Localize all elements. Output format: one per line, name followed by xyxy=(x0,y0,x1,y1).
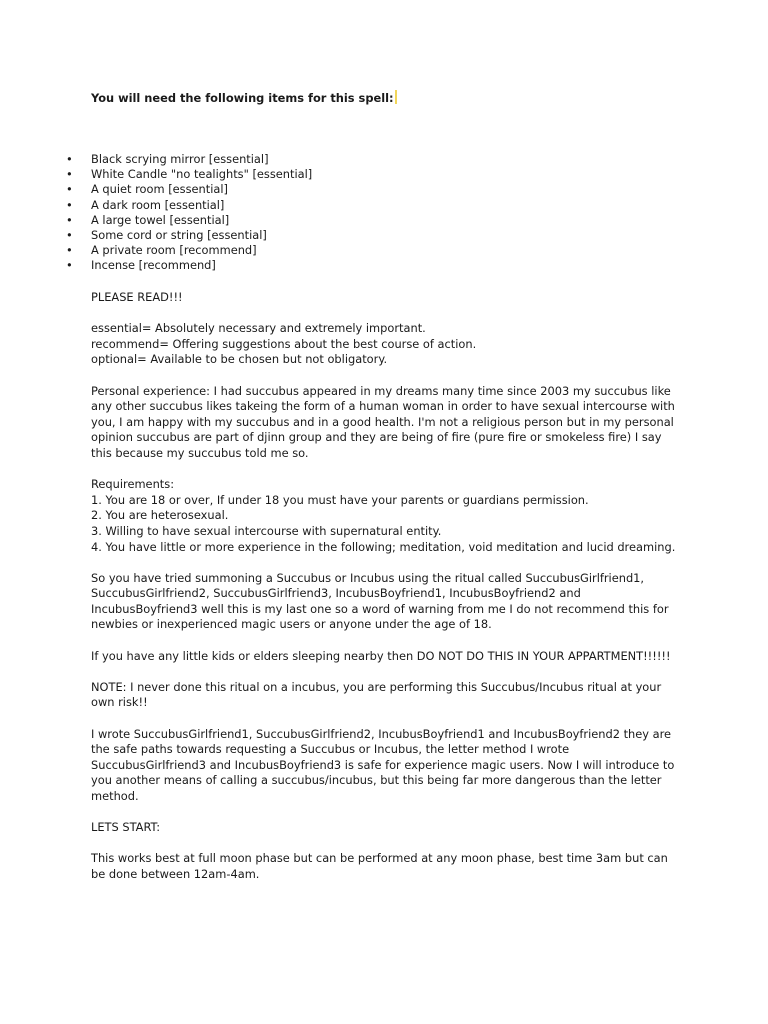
bullet-icon: • xyxy=(66,258,73,273)
paragraph xyxy=(91,571,691,633)
text-line: This works best at full moon phase but can be performed at any moon phase, best time 3am but can xyxy=(91,851,668,866)
list-item xyxy=(0,228,312,243)
text-line: Personal experience: I had succubus appeared in my dreams many time since 2003 my succubus like xyxy=(91,383,671,398)
paragraph xyxy=(91,727,691,805)
text-line: 1. You are 18 or over, If under 18 you must have your parents or guardians permission. xyxy=(91,492,589,507)
list-item-text: A quiet room [essential] xyxy=(91,182,228,197)
list-item xyxy=(0,258,312,273)
spell-items-list xyxy=(0,152,312,274)
text-line: newbies or inexperienced magic users or anyone under the age of 18. xyxy=(91,617,492,632)
heading-text: You will need the following items for this spell: xyxy=(91,91,394,105)
list-item xyxy=(0,167,312,182)
text-line: PLEASE READ!!! xyxy=(91,290,183,304)
text-line: If you have any little kids or elders sleeping nearby then DO NOT DO THIS IN YOUR APPARTMENT!!!!!! xyxy=(91,648,671,663)
bullet-icon: • xyxy=(66,152,73,166)
paragraph xyxy=(91,384,691,462)
paragraph xyxy=(91,321,691,368)
text-line: this because my succubus told me so. xyxy=(91,445,309,460)
bullet-icon: • xyxy=(66,227,73,242)
text-line: LETS START: xyxy=(91,820,161,835)
spell-items-heading xyxy=(91,90,397,107)
paragraph xyxy=(91,290,691,306)
list-item-text: Some cord or string [essential] xyxy=(91,227,267,242)
text-line: Requirements: xyxy=(91,477,175,492)
text-line: I wrote SuccubusGirlfriend1, SuccubusGirlfriend2, IncubusBoyfriend1 and IncubusBoyfriend2 they are xyxy=(91,726,672,741)
document-body xyxy=(91,290,691,898)
list-item xyxy=(0,152,312,167)
text-cursor-highlight xyxy=(395,90,397,104)
text-line: any other succubus likes takeing the form of a human woman in order to have sexual intercourse with xyxy=(91,399,675,414)
text-line: the safe paths towards requesting a Succubus or Incubus, the letter method I wrote xyxy=(91,742,570,757)
text-line: optional= Available to be chosen but not obligatory. xyxy=(91,352,388,367)
bullet-icon: • xyxy=(66,182,73,197)
text-line: you, I am happy with my succubus and in a good health. I'm not a religious person but in my personal xyxy=(91,414,674,429)
text-line: SuccubusGirlfriend3 and IncubusBoyfriend3 is safe for experience magic users. Now I will introduce to xyxy=(91,757,675,772)
text-line: So you have tried summoning a Succubus or Incubus using the ritual called SuccubusGirlfriend1, xyxy=(91,570,645,585)
text-line: you another means of calling a succubus/incubus, but this being far more dangerous than the letter xyxy=(91,773,662,788)
list-item-text: Black scrying mirror [essential] xyxy=(91,152,269,166)
paragraph xyxy=(91,851,691,882)
text-line: 3. Willing to have sexual intercourse with supernatural entity. xyxy=(91,523,442,538)
text-line: be done between 12am-4am. xyxy=(91,866,260,881)
text-line: 2. You are heterosexual. xyxy=(91,508,229,523)
text-line: opinion succubus are part of djinn group and they are being of fire (pure fire or smokeless fire) I say xyxy=(91,430,662,445)
text-line: IncubusBoyfriend3 well this is my last one so a word of warning from me I do not recommend this for xyxy=(91,601,669,616)
list-item-text: A private room [recommend] xyxy=(91,243,257,258)
text-line: essential= Absolutely necessary and extremely important. xyxy=(91,321,426,336)
list-item xyxy=(0,243,312,258)
list-item xyxy=(0,213,312,228)
paragraph xyxy=(91,680,691,711)
text-line: NOTE: I never done this ritual on a incubus, you are performing this Succubus/Incubus ritual at your xyxy=(91,679,662,694)
text-line: 4. You have little or more experience in the following; meditation, void meditation and lucid dreaming. xyxy=(91,539,676,554)
list-item-text: White Candle "no tealights" [essential] xyxy=(91,167,313,182)
list-item-text: A dark room [essential] xyxy=(91,197,225,212)
paragraph xyxy=(91,649,691,665)
bullet-icon: • xyxy=(66,167,73,182)
list-item-text: A large towel [essential] xyxy=(91,212,230,227)
paragraph xyxy=(91,477,691,555)
paragraph xyxy=(91,820,691,836)
text-line: method. xyxy=(91,789,139,803)
list-item-text: Incense [recommend] xyxy=(91,258,216,273)
text-line: recommend= Offering suggestions about the best course of action. xyxy=(91,336,477,351)
text-line: SuccubusGirlfriend2, SuccubusGirlfriend3, IncubusBoyfriend1, IncubusBoyfriend2 and xyxy=(91,586,581,601)
bullet-icon: • xyxy=(66,197,73,212)
bullet-icon: • xyxy=(66,243,73,258)
list-item xyxy=(0,198,312,213)
bullet-icon: • xyxy=(66,212,73,227)
text-line: own risk!! xyxy=(91,695,148,710)
list-item xyxy=(0,182,312,197)
